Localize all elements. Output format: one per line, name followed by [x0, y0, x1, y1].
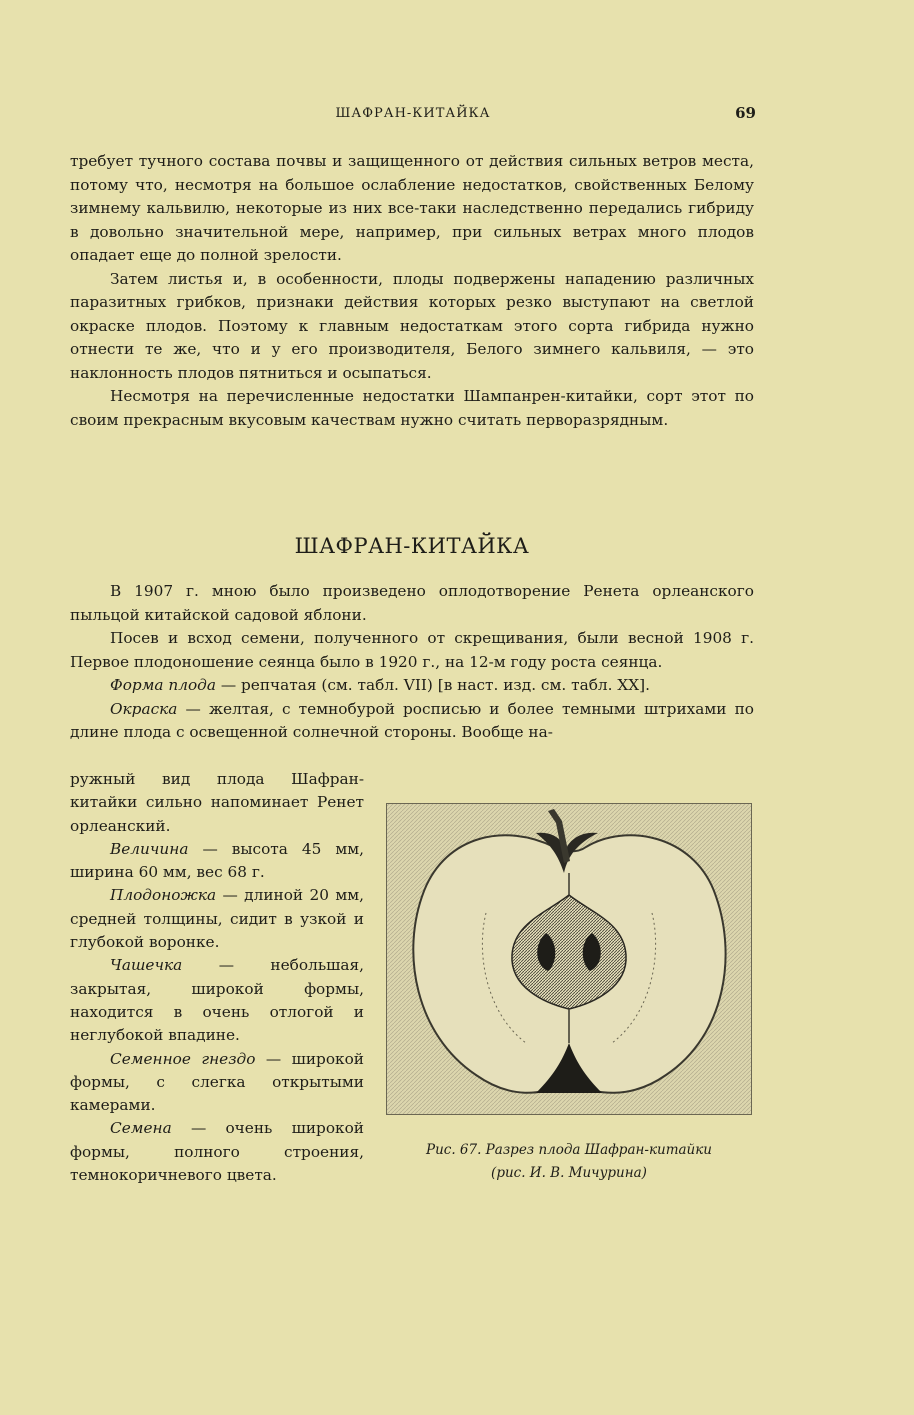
paragraph-velichina [70, 838, 364, 885]
section-text [70, 580, 754, 745]
paragraph-semena [70, 1117, 364, 1187]
term-label: Форма плода [110, 676, 216, 694]
paragraph-chashechka [70, 954, 364, 1047]
figure-caption [386, 1139, 752, 1185]
section-text-column [70, 768, 364, 1187]
term-text: — высота 45 мм, ширина 60 мм, вес 68 г. [70, 839, 364, 882]
running-title: ШАФРАН-КИТАЙКА [335, 106, 491, 121]
paragraph-plodonozhka [70, 884, 364, 954]
term-label: Чашечка [110, 956, 183, 975]
section-title: ШАФРАН-КИТАЙКА [294, 534, 530, 558]
paragraph: Несмотря на перечисленные недостатки Шампанрен-китайки, сорт этот по своим прекрасным вкусовым качествам нужно считать перворазрядным. [70, 387, 754, 429]
term-text: — репчатая (см. табл. VII) [в наст. изд. см. табл. XX]. [215, 676, 650, 694]
page-number: 69 [735, 104, 756, 122]
term-label: Семенное гнездо [110, 1049, 256, 1068]
term-label: Окраска [110, 699, 178, 718]
paragraph-okraska [70, 698, 754, 745]
term-label: Плодоножка [110, 886, 217, 905]
caption-credit: (рис. И. В. Мичурина) [491, 1165, 647, 1181]
apple-cross-section-illustration [386, 803, 752, 1115]
term-text: — очень широкой формы, полного строения, темнокоричневого цвета. [70, 1119, 364, 1185]
paragraph-forma [70, 674, 754, 698]
paragraph-gnezdo [70, 1048, 364, 1118]
paragraph: Затем листья и, в особенности, плоды подвержены нападению различных паразитных грибков, признаки действия которых резко выступают на светлой окраске плодов. Поэтому к главным недостаткам этого сорта гибрида нужно отнести те же, что и у его производителя, Белого зимнего кальвиля, — это наклонность плодов пятниться и осыпаться. [70, 269, 754, 382]
apple-cross-section-figure [386, 803, 752, 1115]
term-label: Семена [110, 1119, 172, 1138]
running-header [70, 106, 756, 126]
intro-text [70, 150, 754, 432]
caption-line: Рис. 67. Разрез плода Шафран-китайки [426, 1142, 712, 1158]
paragraph: требует тучного состава почвы и защищенного от действия сильных ветров места, потому что, несмотря на большое ослабление недостатков, свойственных Белому зимнему кальвилю, некоторые из них все-таки наследственно передались гибриду в довольно значительной мере, например, при сильных ветрах много плодов опадает еще до полной зрелости. [70, 152, 754, 264]
term-label: Величина [110, 839, 189, 858]
paragraph: ружный вид плода Шафран-китайки сильно напоминает Ренет орлеанский. [70, 770, 364, 835]
paragraph: В 1907 г. мною было произведено оплодотворение Ренета орлеанского пыльцой китайской садовой яблони. [70, 582, 754, 624]
paragraph: Посев и всход семени, полученного от скрещивания, были весной 1908 г. Первое плодоношение сеянца было в 1920 г., на 12-м году роста сеянца. [70, 629, 754, 671]
term-text: — широкой формы, с слегка открытыми камерами. [70, 1049, 364, 1115]
term-text: — желтая, с темнобурой росписью и более темными штрихами по длине плода с освещенной солнечной стороны. Вообще на- [70, 699, 754, 741]
term-text: — небольшая, закрытая, широкой формы, находится в очень отлогой и неглубокой впадине. [70, 956, 364, 1045]
term-text: — длиной 20 мм, средней толщины, сидит в узкой и глубокой воронке. [70, 886, 364, 952]
